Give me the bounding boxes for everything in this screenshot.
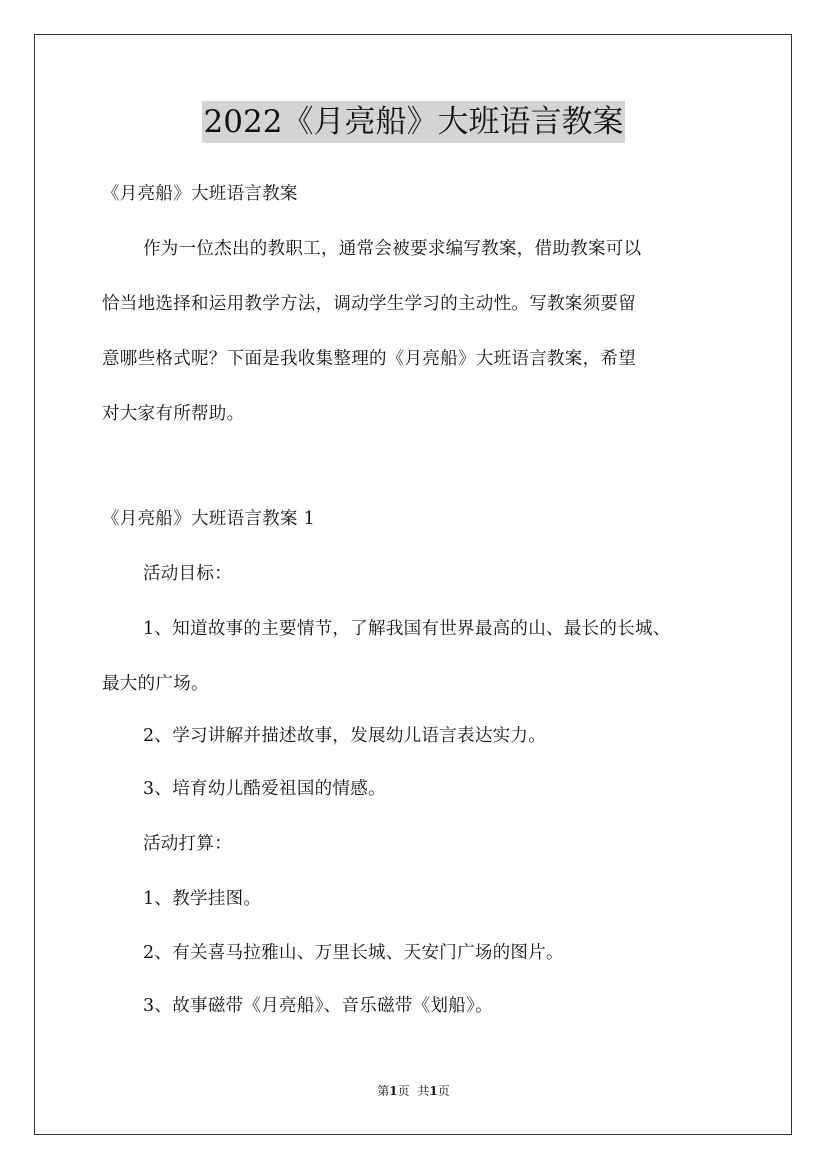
goal-2: 2、学习讲解并描述故事，发展幼儿语言表达实力。 [143,726,547,746]
intro-line-1: 作为一位杰出的教职工，通常会被要求编写教案，借助教案可以 [143,239,642,259]
intro-line-2: 恰当地选择和运用教学方法，调动学生学习的主动性。写教案须要留 [102,294,636,314]
intro-line-4: 对大家有所帮助。 [102,404,245,424]
goals-heading: 活动目标： [143,564,232,584]
total-prefix: 共 [417,1084,430,1098]
subtitle: 《月亮船》大班语言教案 [102,184,298,204]
page-suffix: 页 [397,1084,410,1098]
intro-line-3: 意哪些格式呢？下面是我收集整理的《月亮船》大班语言教案，希望 [102,349,636,369]
total-pages: 1 [429,1084,438,1098]
prep-3: 3、故事磁带《月亮船》、音乐磁带《划船》。 [143,996,493,1016]
prep-1: 1、教学挂图。 [143,889,262,909]
goal-3: 3、培育幼儿酷爱祖国的情感。 [143,779,386,799]
section-title: 《月亮船》大班语言教案 1 [102,509,316,529]
goal-1-line-1: 1、知道故事的主要情节，了解我国有世界最高的山、最长的长城、 [143,619,671,639]
goal-1-line-2: 最大的广场。 [102,674,209,694]
title-container [0,101,827,143]
page-footer [0,1083,827,1099]
document-title: 2022《月亮船》大班语言教案 [202,101,626,143]
page-number: 1 [389,1084,398,1098]
total-suffix: 页 [437,1084,450,1098]
prep-2: 2、有关喜马拉雅山、万里长城、天安门广场的图片。 [143,943,564,963]
page-prefix: 第 [377,1084,390,1098]
prep-heading: 活动打算： [143,834,232,854]
